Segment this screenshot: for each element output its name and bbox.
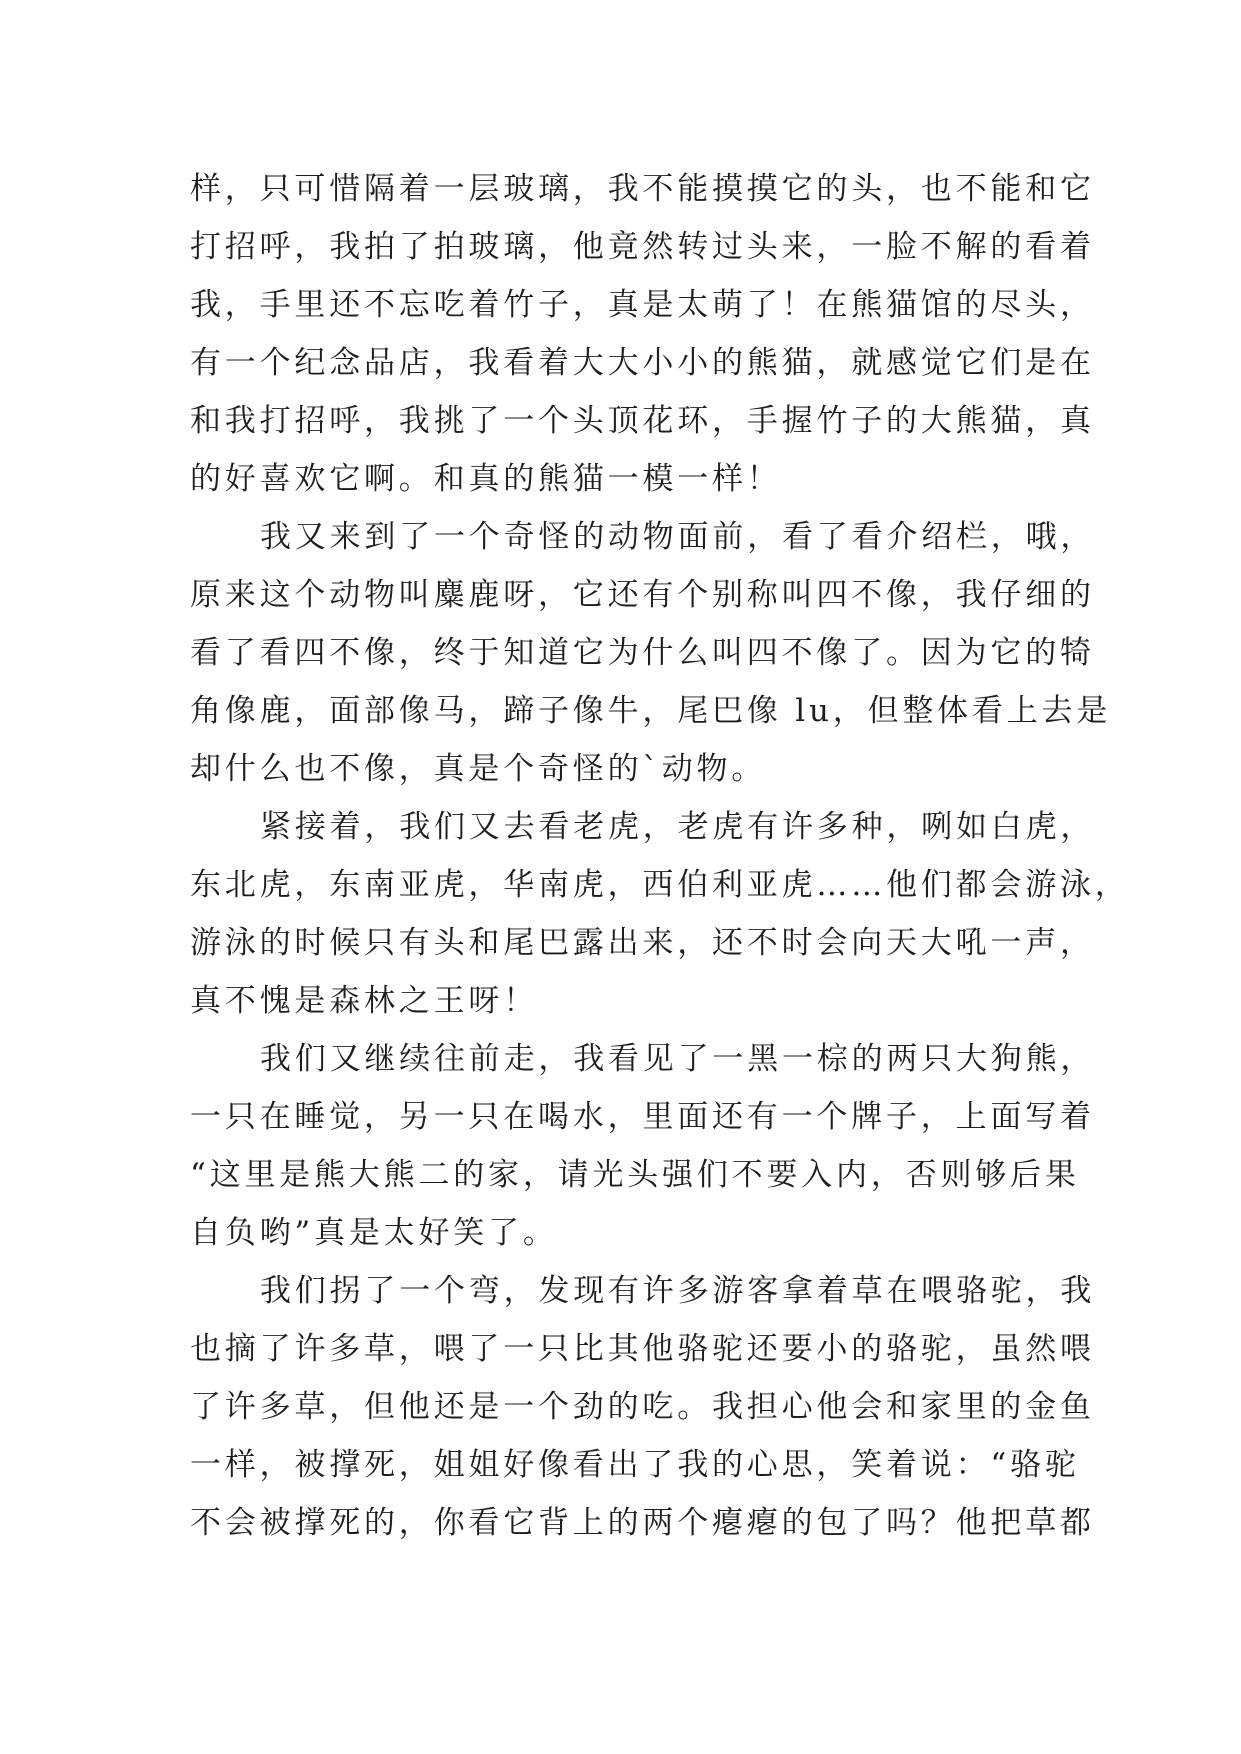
text-line: 不会被撑死的，你看它背上的两个瘪瘪的包了吗？他把草都 xyxy=(190,1505,1095,1541)
paragraph-camel xyxy=(190,1262,1096,1552)
text-line: 一样，被撑死，姐姐好像看出了我的心思，笑着说：“骆驼 xyxy=(190,1447,1080,1483)
text-line: 我们拐了一个弯，发现有许多游客拿着草在喂骆驼，我 xyxy=(260,1273,1096,1309)
text-line: 自负哟”真是太好笑了。 xyxy=(190,1215,558,1251)
body-text xyxy=(190,160,1130,1552)
paragraph-elk xyxy=(190,508,1112,798)
text-line: 我，手里还不忘吃着竹子，真是太萌了！在熊猫馆的尽头， xyxy=(190,287,1095,323)
text-line: 我们又继续往前走，我看见了一黑一棕的两只大狗熊， xyxy=(260,1041,1096,1077)
text-line: 有一个纪念品店，我看着大大小小的熊猫，就感觉它们是在 xyxy=(190,345,1095,381)
paragraph-panda-continued xyxy=(190,160,1095,508)
text-line: 了许多草，但他还是一个劲的吃。我担心他会和家里的金鱼 xyxy=(190,1389,1095,1425)
text-line: 样，只可惜隔着一层玻璃，我不能摸摸它的头，也不能和它 xyxy=(190,171,1095,207)
text-line: “这里是熊大熊二的家，请光头强们不要入内，否则够后果 xyxy=(190,1157,1080,1193)
text-line: 紧接着，我们又去看老虎，老虎有许多种，咧如白虎， xyxy=(260,809,1096,845)
text-line: 打招呼，我拍了拍玻璃，他竟然转过头来，一脸不解的看着 xyxy=(190,229,1095,265)
text-line: 我又来到了一个奇怪的动物面前，看了看介绍栏，哦， xyxy=(260,519,1096,555)
text-line: 游泳的时候只有头和尾巴露出来，还不时会向天大吼一声， xyxy=(190,925,1095,961)
text-line: 一只在睡觉，另一只在喝水，里面还有一个牌子，上面写着 xyxy=(190,1099,1095,1135)
text-line: 的好喜欢它啊。和真的熊猫一模一样！ xyxy=(190,461,782,497)
text-line: 却什么也不像，真是个奇怪的`动物。 xyxy=(190,751,767,787)
text-line: 和我打招呼，我挑了一个头顶花环，手握竹子的大熊猫，真 xyxy=(190,403,1095,439)
text-line: 东北虎，东南亚虎，华南虎，西伯利亚虎……他们都会游泳， xyxy=(190,867,1130,903)
paragraph-tiger xyxy=(190,798,1130,1030)
text-line: 角像鹿，面部像马，蹄子像牛，尾巴像 lu，但整体看上去是 xyxy=(190,693,1112,729)
text-line: 看了看四不像，终于知道它为什么叫四不像了。因为它的犄 xyxy=(190,635,1095,671)
text-line: 真不愧是森林之王呀！ xyxy=(190,983,538,1019)
text-line: 原来这个动物叫麋鹿呀，它还有个别称叫四不像，我仔细的 xyxy=(190,577,1095,613)
paragraph-bear xyxy=(190,1030,1096,1262)
text-line: 也摘了许多草，喂了一只比其他骆驼还要小的骆驼，虽然喂 xyxy=(190,1331,1095,1367)
